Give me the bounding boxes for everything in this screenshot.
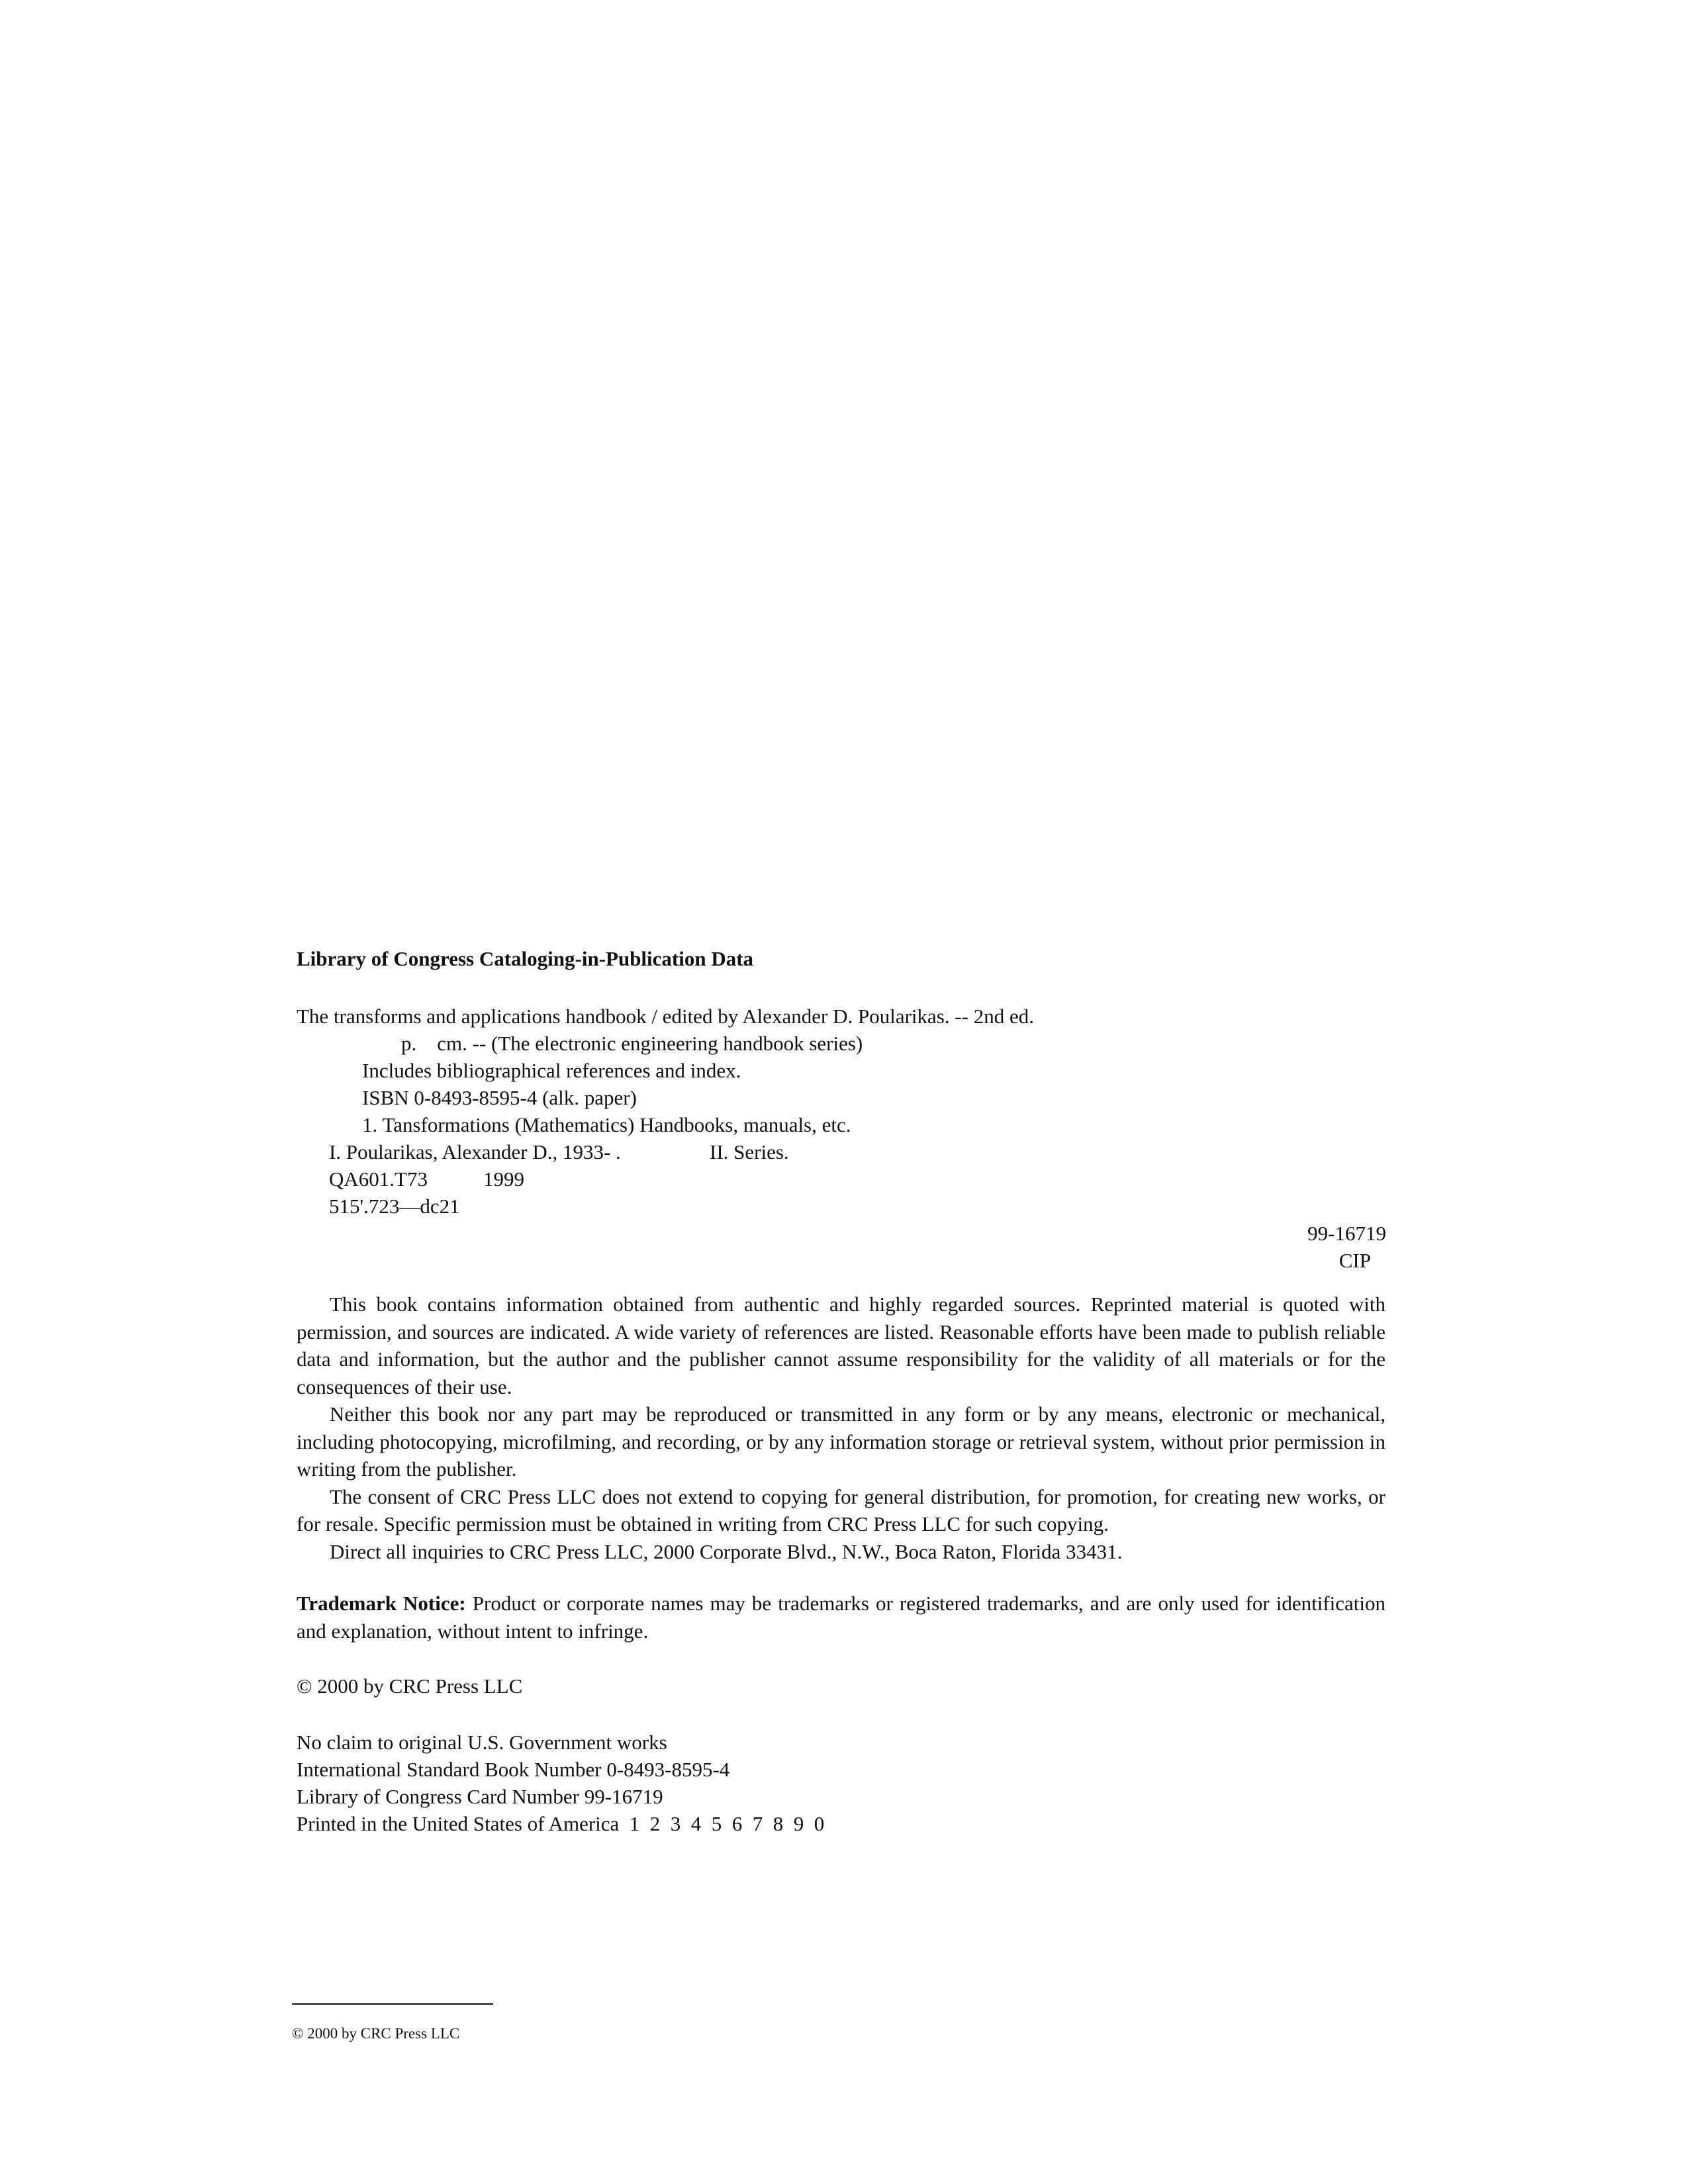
notice-paragraphs — [297, 1291, 1385, 1565]
footnote-copyright: © 2000 by CRC Press LLC — [292, 2025, 460, 2042]
cip-added-entry-1: I. Poularikas, Alexander D., 1933- . — [329, 1140, 621, 1163]
imprint-line-1: No claim to original U.S. Government works — [297, 1731, 667, 1754]
imprint-line-3: Library of Congress Card Number 99-16719 — [297, 1785, 663, 1808]
cip-dewey: 515'.723—dc21 — [329, 1195, 460, 1218]
copyright-line: © 2000 by CRC Press LLC — [297, 1674, 523, 1698]
trademark-text: Product or corporate names may be trademarks or registered trademarks, and are only used for identification and explanation, without intent to infringe. — [297, 1592, 1385, 1643]
cip-includes-line: Includes bibliographical references and index. — [362, 1059, 741, 1082]
trademark-label: Trademark Notice: — [297, 1592, 466, 1615]
cip-heading: Library of Congress Cataloging-in-Publication Data — [297, 947, 754, 970]
imprint-line-2: International Standard Book Number 0-8493-8595-4 — [297, 1758, 730, 1781]
imprint-line-4: Printed in the United States of America 1 2 3 4 5 6 7 8 9 0 — [297, 1812, 825, 1835]
cip-call-number: QA601.T73 — [329, 1167, 428, 1191]
cip-isbn-line: ISBN 0-8493-8595-4 (alk. paper) — [362, 1086, 637, 1109]
cip-year: 1999 — [483, 1167, 524, 1191]
cip-lccn: 99-16719 — [1307, 1222, 1386, 1245]
cip-subject-line: 1. Tansformations (Mathematics) Handbooks, manuals, etc. — [362, 1113, 851, 1136]
notice-paragraph-4: Direct all inquiries to CRC Press LLC, 2000 Corporate Blvd., N.W., Boca Raton, Florida 33431. — [330, 1539, 1123, 1563]
notice-paragraph-2: Neither this book nor any part may be reproduced or transmitted in any form or by any means, electronic or mechanical, including photocopying, microfilming, and recording, or by any information storage or retrieval system, without prior permission in writing from the publisher. — [297, 1402, 1385, 1480]
footnote-rule — [292, 2003, 493, 2005]
notice-paragraph-1: This book contains information obtained from authentic and highly regarded sources. Reprinted material is quoted with permission, and sources are indicated. A wide variety of references are listed. Reasonable efforts have been made to publish reliable data and information, but the author and the publisher cannot assume responsibility for the validity of all materials or for the consequences of their use. — [297, 1293, 1385, 1398]
notice-paragraph-3: The consent of CRC Press LLC does not extend to copying for general distribution, for promotion, for creating new works, or for resale. Specific permission must be obtained in writing from CRC Press LLC for such copying. — [297, 1484, 1385, 1535]
cip-added-entry-2: II. Series. — [710, 1140, 789, 1163]
trademark-notice — [297, 1590, 1385, 1645]
cip-pcm-line: p. cm. -- (The electronic engineering handbook series) — [401, 1032, 863, 1055]
cip-title-line: The transforms and applications handbook / edited by Alexander D. Poularikas. -- 2nd ed. — [297, 1005, 1035, 1028]
cip-label: CIP — [1338, 1249, 1371, 1272]
